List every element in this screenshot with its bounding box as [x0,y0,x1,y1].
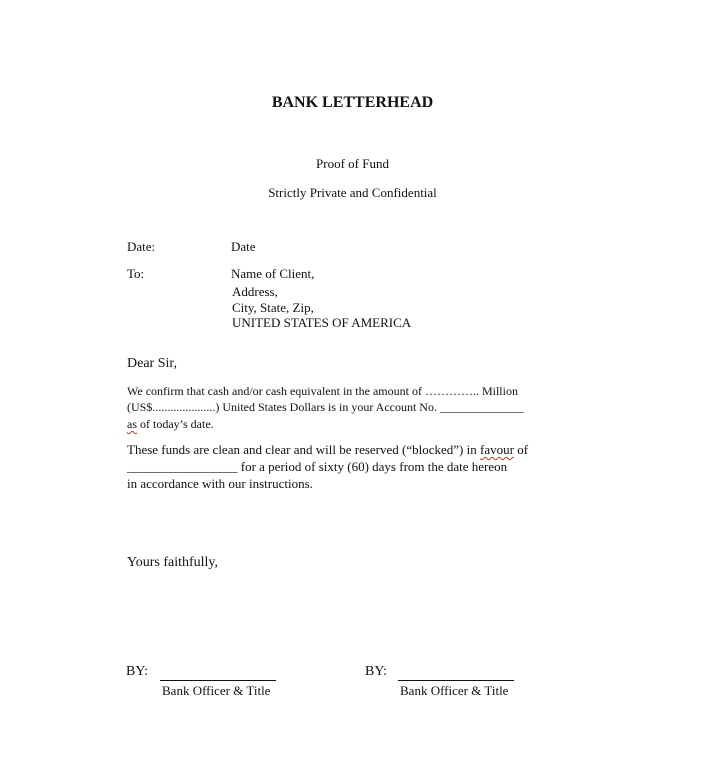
paragraph-1-line-3-rest: of today’s date. [137,417,214,431]
date-value: Date [231,239,256,254]
paragraph-1-line-1: We confirm that cash and/or cash equivalent in the amount of ………….. Million [127,384,518,398]
document-subtitle: Proof of Fund [316,156,389,171]
paragraph-1-line-3 [127,418,214,430]
page-title: BANK LETTERHEAD [271,94,434,111]
paragraph-2-line-1-prefix: These funds are clean and clear and will be reserved (“blocked”) in [127,442,480,457]
paragraph-2-line-1 [127,443,528,456]
to-label: To: [127,266,145,281]
recipient-city-state-zip: City, State, Zip, [232,300,314,315]
paragraph-2-line-3: in accordance with our instructions. [127,476,313,491]
right-signature-by-label: BY: [365,664,388,679]
salutation: Dear Sir, [127,356,177,371]
recipient-address: Address, [232,284,278,299]
date-label: Date: [127,239,156,254]
closing-phrase: Yours faithfully, [127,555,219,570]
paragraph-1-line-2: (US$.....................) United States Dollars is in your Account No. ______________ [127,400,524,414]
left-signature-title: Bank Officer & Title [162,683,271,698]
recipient-name: Name of Client, [231,266,315,281]
right-signature-line [398,680,514,681]
recipient-country: UNITED STATES OF AMERICA [232,315,412,330]
left-signature-line [160,680,276,681]
right-signature-title: Bank Officer & Title [400,683,509,698]
paragraph-2-line-1-suffix: of [513,442,529,457]
paragraph-1-line-3-as: as [127,417,137,431]
left-signature-by-label: BY: [126,664,149,679]
paragraph-2-line-1-favour: favour [480,442,514,457]
paragraph-2-line-2: _________________ for a period of sixty (60) days from the date hereon [127,459,508,474]
confidentiality-note: Strictly Private and Confidential [268,185,437,200]
